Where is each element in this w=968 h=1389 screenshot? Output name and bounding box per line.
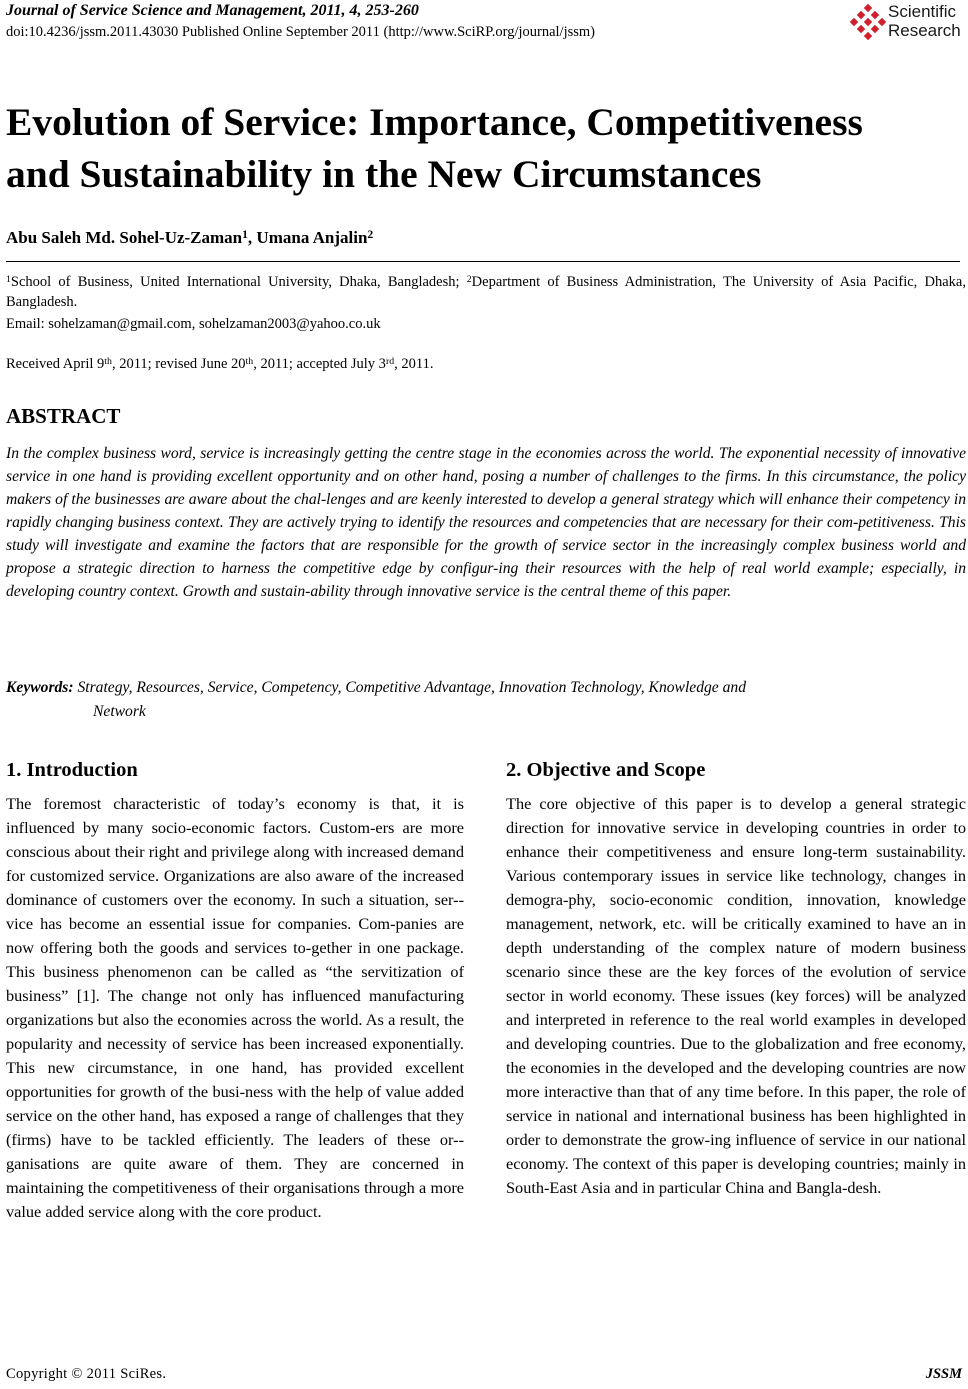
journal-name: Journal of Service Science and Management [6,2,303,19]
objective-paragraph: The core objective of this paper is to develop a general strategic direction for innovative service in developing countries in order to enhance their competitiveness and ensure long-term sustainability. Various contemporary issues in service like technology, changes in demogra-phy, socio-economic condition, innovation, knowledge management, network, etc. will be critically examined to have an in depth understanding of the complex nature of modern business scenario since these are the key forces of the evolution of service sector in world economy. These issues (key forces) will be analyzed and interpreted in reference to the real world examples in developed and developing countries. Due to the globalization and free economy, the economies in the developed and the developing countries are now more interactive than that of any time before. In this paper, the role of service in national and international business has been highlighted in order to demonstrate the grow-ing influence of service in our national economy. The context of this paper is developing countries; mainly in South-East Asia and in particular China and Bangla-desh. [506,794,966,1197]
keywords [6,676,966,724]
section-heading-objective: 2. Objective and Scope [506,759,706,781]
doi-line: doi:10.4236/jssm.2011.43030 Published Online September 2011 (http://www.SciRP.org/journal/jssm) [6,24,595,40]
author-affil-mark: 1 [242,227,248,241]
left-column [6,756,464,1224]
abstract-heading: ABSTRACT [6,404,121,428]
logo-wordmark [888,2,961,40]
ordinal-suffix: rd [385,355,395,367]
right-column [506,756,966,1200]
author-emails: Email: sohelzaman@gmail.com, sohelzaman2003@yahoo.co.uk [6,316,381,332]
affil-mark: 2 [466,273,472,285]
abstract-text: In the complex business word, service is increasingly getting the centre stage in the economies across the world. The exponential necessity of innovative service in one hand is providing excellent opportunity and on other hand, posing a number of challenges to the firms. In this circumstance, the policy makers of the businesses are aware about the chal-lenges and are keenly interested to develop a general strategy which will enhance their competency in rapidly changing business context. They are actively trying to identify the resources and competencies that are necessary for their com-petitiveness. This study will investigate and examine the factors that are responsible for the growth of service sector in the increasingly complex business world and propose a strategic direction to harness the competitive edge by configur-ing their resources with the help of real world example; especially, in developing country context. Growth and sustain-ability through innovative service is the central theme of this paper. [6,445,966,600]
affiliation-2: Department of Business Administration, The University of Asia Pacific, Dhaka, Bangladesh. [6,274,966,310]
keywords-label: Keywords: [6,679,74,696]
affil-mark: 1 [6,273,11,285]
year-text: , 2011. [394,356,434,372]
copyright-notice: Copyright © 2011 SciRes. [6,1366,167,1382]
section-heading-introduction: 1. Introduction [6,759,138,781]
ordinal-suffix: th [245,355,254,367]
author-name: Abu Saleh Md. Sohel-Uz-Zaman [6,228,243,247]
journal-volume-info: , 2011, 4, 253-260 [302,2,419,19]
keywords-values: Strategy, Resources, Service, Competency, Competitive Advantage, Innovation Technology, Knowledge and [77,679,746,696]
scientific-research-logo-icon [850,4,886,40]
keywords-values-continued: Network [93,703,146,720]
introduction-paragraph: The foremost characteristic of today’s economy is that, it is influenced by many socio-economic factors. Custom-ers are more conscious about their right and privilege along with increased demand for customized service. Organizations are also aware of the increased dominance of customers over the economy. In such a situation, ser-vice has become an essential issue for companies. Com-panies are now offering both the goods and services to-gether in one package. This business phenomenon can be called as “the servitization of business” [1]. The change not only has influenced manufacturing organizations but also the economies across the world. As a result, the popularity and necessity of service has been increased exponentially. This new circumstance, in one hand, has provided excellent opportunities for growth of the busi-ness with the help of value added service on the other hand, has exposed a range of challenges that they (firms) have to be tackled efficiently. The leaders of these or-ganisations are quite aware of them. They are concerned in maintaining the competitiveness of their organisations through a more value added service along with the core product. [6,794,464,1221]
journal-abbreviation: JSSM [925,1366,962,1382]
received-text: Received April 9 [6,356,105,372]
publisher-logo [848,2,968,46]
accepted-text: , 2011; accepted July 3 [253,356,386,372]
revised-text: , 2011; revised June 20 [111,356,246,372]
author-affil-mark: 2 [367,227,374,241]
author-name: Umana Anjalin [256,228,368,247]
logo-line-1: Scientific [888,2,957,21]
ordinal-suffix: th [104,355,112,367]
affiliations [6,272,966,312]
paper-title-line-1: Evolution of Service: Importance, Competitiveness [6,100,863,144]
journal-header [6,2,419,20]
paper-title-line-2: and Sustainability in the New Circumstances [6,152,762,196]
author-separator: , [247,228,257,247]
author-divider [6,261,960,262]
author-list [6,228,373,248]
affiliation-1: School of Business, United International University, Dhaka, Bangladesh; [10,274,467,290]
paper-title [6,96,966,200]
received-dates [6,356,433,373]
logo-line-2: Research [888,21,961,40]
